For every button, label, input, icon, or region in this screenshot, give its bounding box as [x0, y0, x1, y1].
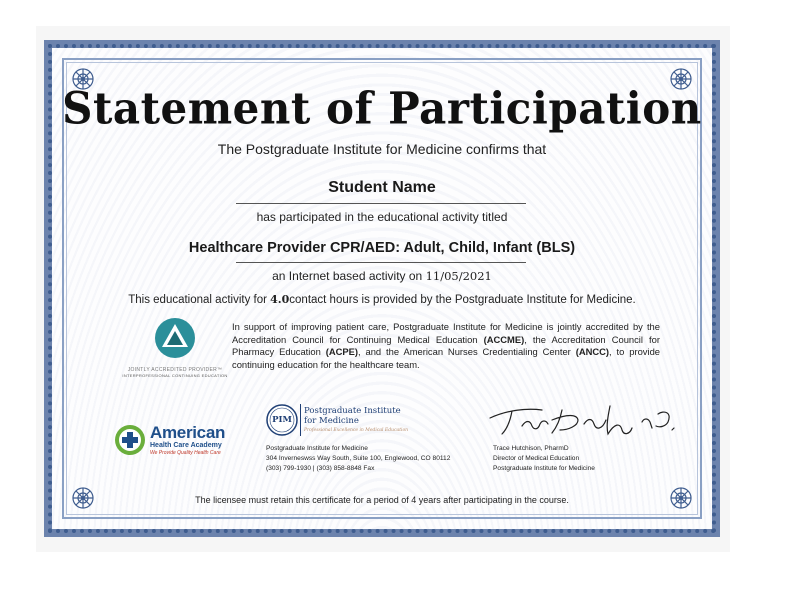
contact-hours-line — [52, 293, 712, 306]
signature — [482, 400, 682, 440]
accreditation-part: , the Accreditation Council for Pharmacy Education — [232, 333, 660, 357]
activity-date: 11/05/2021 — [425, 269, 492, 283]
retention-notice: The licensee must retain this certificate for a period of 4 years after participating in the course. — [195, 495, 569, 505]
course-title: Healthcare Provider CPR/AED: Adult, Child, Infant (BLS) — [188, 240, 576, 256]
pim-tagline: Professional Excellence in Medical Education — [304, 428, 409, 433]
accreditation-part: , and the American Nurses Credentialing Center — [358, 346, 571, 357]
pim-name-line1: Postgraduate Institute — [304, 406, 401, 416]
student-name-rule — [236, 203, 526, 204]
american-health-care-academy-logo — [114, 422, 248, 458]
aha-name: American — [150, 423, 226, 442]
ancc-abbr: (ANCC) — [575, 346, 610, 357]
aha-tagline: We Provide Quality Health Care — [150, 450, 221, 456]
jointly-accredited-triangle-icon — [153, 316, 197, 360]
pim-mark: PIM — [272, 415, 292, 425]
address-line: (303) 799-1930 | (303) 858-8848 Fax — [266, 465, 375, 472]
signer-organization: Postgraduate Institute for Medicine — [493, 465, 595, 472]
signer-name: Trace Hutchison, PharmD — [493, 445, 569, 452]
acpe-abbr: (ACPE) — [325, 346, 358, 357]
signer-block — [493, 444, 595, 474]
accreditation-part: , to provide continuing education for the healthcare team. — [232, 346, 661, 370]
activity-date-line — [52, 269, 712, 283]
pim-logo — [266, 404, 436, 438]
accreditation-statement — [232, 321, 660, 371]
course-title-rule — [236, 262, 526, 263]
pim-name — [304, 406, 401, 426]
address-line: 304 Inverneswss Way South, Suite 100, Englewood, CO 80112 — [266, 455, 451, 462]
certificate — [44, 40, 720, 537]
jointly-caption: JOINTLY ACCREDITED PROVIDER™ — [127, 367, 223, 373]
jointly-subcaption: INTERPROFESSIONAL CONTINUING EDUCATION — [122, 373, 228, 378]
accme-abbr: (ACCME) — [483, 333, 525, 345]
activity-prefix: an Internet based activity on — [272, 269, 423, 283]
aha-subname: Health Care Academy — [150, 442, 222, 449]
confirms-text: The Postgraduate Institute for Medicine confirms that — [217, 141, 547, 157]
hours-value: 4.0 — [270, 293, 290, 306]
pim-address — [266, 444, 450, 474]
certificate-title: Statement of Participation — [62, 82, 702, 135]
medical-cross-icon — [114, 424, 146, 456]
pim-divider — [300, 404, 301, 436]
student-name: Student Name — [328, 179, 436, 196]
hours-suffix: contact hours is provided by the Postgraduate Institute for Medicine. — [289, 294, 636, 306]
jointly-accredited-logo — [112, 316, 238, 382]
signer-title: Director of Medical Education — [493, 455, 580, 462]
pim-name-line2: for Medicine — [304, 416, 359, 426]
hours-prefix: This educational activity for — [128, 294, 267, 306]
participated-text: has participated in the educational activity titled — [256, 210, 508, 224]
address-line: Postgraduate Institute for Medicine — [266, 445, 368, 452]
accreditation-part: In support of improving patient care, Postgraduate Institute for Medicine is jointly accredited by the Accreditation Council for Continuing Medical Education — [232, 321, 660, 345]
